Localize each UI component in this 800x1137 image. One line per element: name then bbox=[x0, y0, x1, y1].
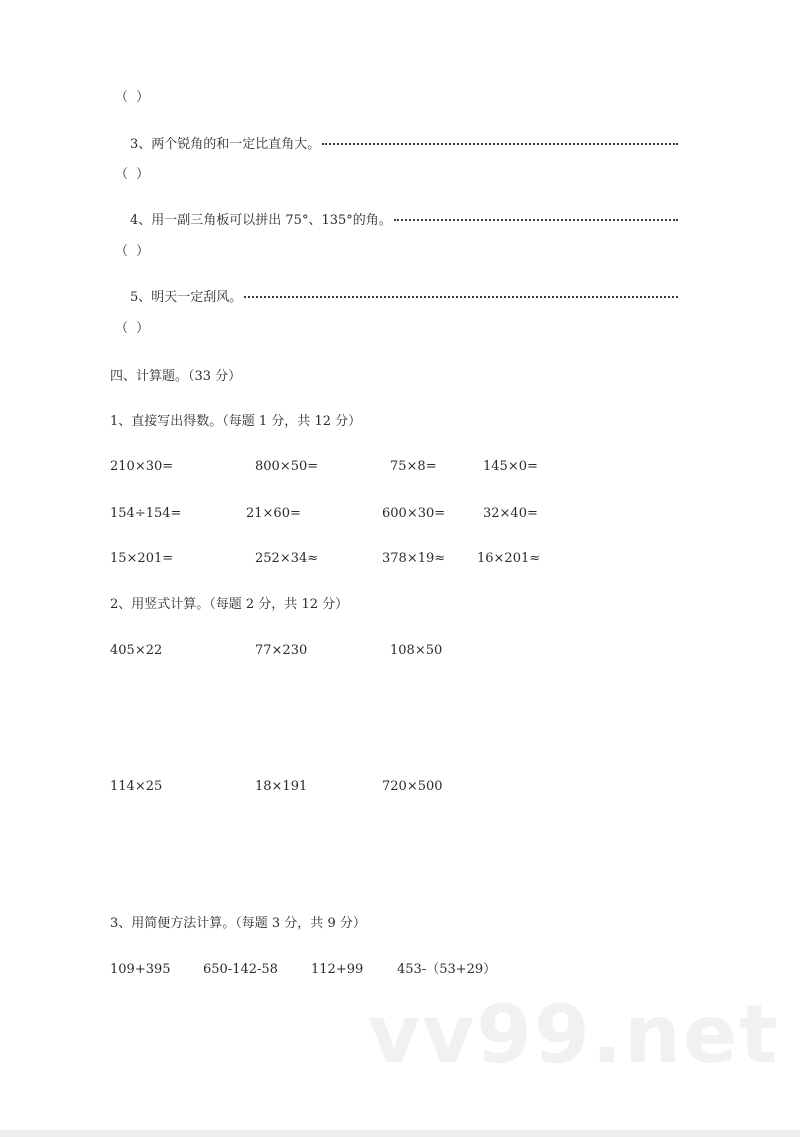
site-watermark: vv99.net bbox=[368, 988, 780, 1081]
simplify-calc-item: 109+395 bbox=[110, 962, 171, 977]
column-calc-item: 108×50 bbox=[390, 643, 443, 658]
judgement-item bbox=[130, 213, 678, 229]
answer-paren: （ ） bbox=[115, 167, 152, 182]
simplify-calc-item: 112+99 bbox=[311, 962, 364, 977]
column-calc-item: 405×22 bbox=[110, 643, 163, 658]
oral-calc-item: 145×0= bbox=[483, 459, 538, 474]
part3-title: 3、用简便方法计算。（每题 3 分，共 9 分） bbox=[110, 916, 366, 931]
judgement-item-text: 5、明天一定刮风。 bbox=[130, 290, 243, 305]
part2-title: 2、用竖式计算。（每题 2 分，共 12 分） bbox=[110, 597, 349, 612]
column-calc-item: 114×25 bbox=[110, 779, 163, 794]
judgement-item bbox=[130, 137, 678, 153]
oral-calc-item: 154÷154= bbox=[110, 506, 182, 521]
oral-calc-item: 16×201≈ bbox=[477, 551, 541, 566]
judgement-item-text: 4、用一副三角板可以拼出 75°、135°的角。 bbox=[130, 213, 392, 228]
page-bottom-edge bbox=[0, 1130, 800, 1137]
dotted-leader bbox=[244, 292, 678, 298]
dotted-leader bbox=[394, 215, 678, 221]
oral-calc-item: 600×30= bbox=[382, 506, 446, 521]
answer-paren: （ ） bbox=[115, 90, 152, 105]
oral-calc-item: 378×19≈ bbox=[382, 551, 446, 566]
answer-paren: （ ） bbox=[115, 244, 152, 259]
oral-calc-item: 75×8= bbox=[390, 459, 437, 474]
column-calc-item: 77×230 bbox=[255, 643, 308, 658]
answer-paren: （ ） bbox=[115, 321, 152, 336]
column-calc-item: 18×191 bbox=[255, 779, 308, 794]
judgement-item-text: 3、两个锐角的和一定比直角大。 bbox=[130, 137, 321, 152]
oral-calc-item: 15×201= bbox=[110, 551, 174, 566]
oral-calc-item: 210×30= bbox=[110, 459, 174, 474]
oral-calc-item: 21×60= bbox=[246, 506, 301, 521]
oral-calc-item: 32×40= bbox=[483, 506, 538, 521]
oral-calc-item: 252×34≈ bbox=[255, 551, 319, 566]
column-calc-item: 720×500 bbox=[382, 779, 443, 794]
judgement-item bbox=[130, 290, 678, 306]
oral-calc-item: 800×50= bbox=[255, 459, 319, 474]
part1-title: 1、直接写出得数。（每题 1 分，共 12 分） bbox=[110, 414, 362, 429]
simplify-calc-item: 453-（53+29） bbox=[397, 962, 497, 977]
dotted-leader bbox=[322, 139, 678, 145]
section-title: 四、计算题。（33 分） bbox=[110, 369, 242, 384]
simplify-calc-item: 650-142-58 bbox=[203, 962, 278, 977]
